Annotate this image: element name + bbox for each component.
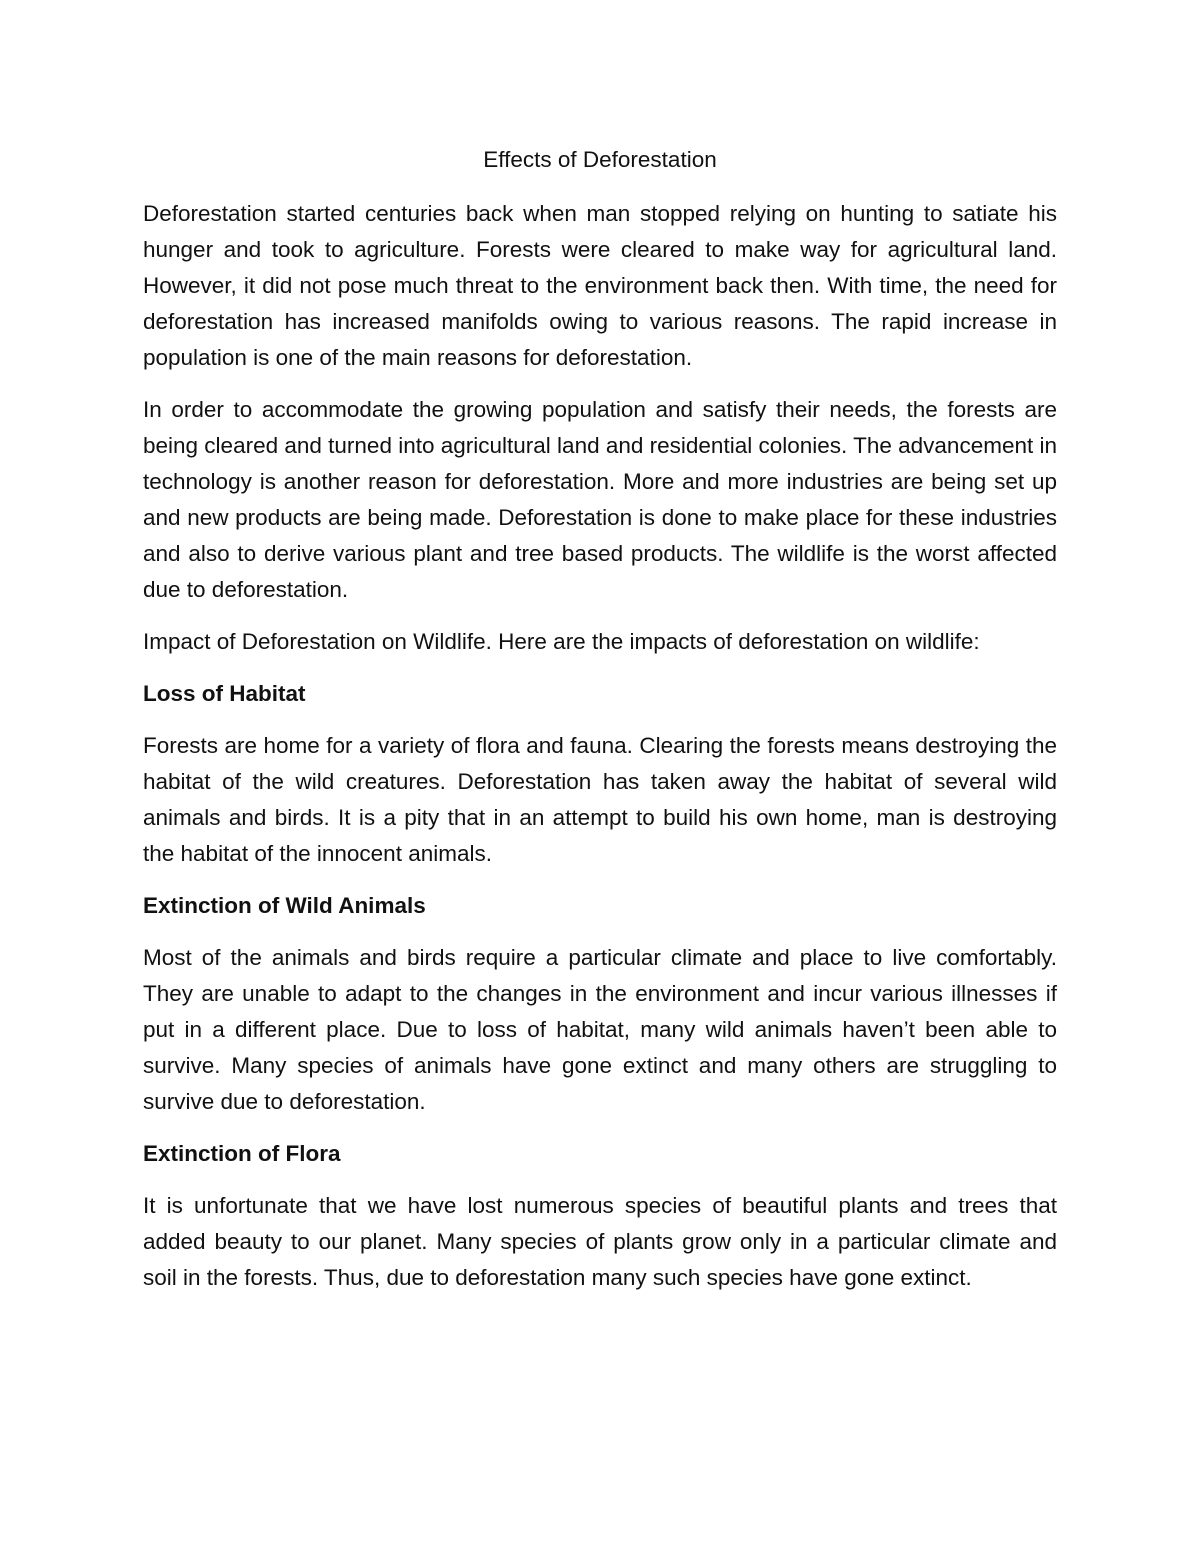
paragraph-impact-intro: Impact of Deforestation on Wildlife. Here are the impacts of deforestation on wildlife: [143,629,980,654]
document-page [143,142,1057,1312]
section-body-extinction-flora: It is unfortunate that we have lost numerous species of beautiful plants and trees that added beauty to our planet. Many species of plants grow only in a particular climate and soil in the forests. Thus, due to deforestation many such species have gone extinct. [143,1193,1057,1290]
paragraph-causes: In order to accommodate the growing population and satisfy their needs, the forests are being cleared and turned into agricultural land and residential colonies. The advancement in technology is another reason for deforestation. More and more industries are being set up and new products are being made. Deforestation is done to make place for these industries and also to derive various plant and tree based products. The wildlife is the worst affected due to deforestation. [143,397,1057,602]
paragraph-origins: Deforestation started centuries back when man stopped relying on hunting to satiate his hunger and took to agriculture. Forests were cleared to make way for agricultural land. However, it did not pose much threat to the environment back then. With time, the need for deforestation has increased manifolds owing to various reasons. The rapid increase in population is one of the main reasons for deforestation. [143,201,1057,370]
section-body-extinction-wild-animals: Most of the animals and birds require a particular climate and place to live comfortably. They are unable to adapt to the changes in the environment and incur various illnesses if put in a different place. Due to loss of habitat, many wild animals haven’t been able to survive. Many species of animals have gone extinct and many others are struggling to survive due to deforestation. [143,945,1057,1114]
section-heading-loss-of-habitat: Loss of Habitat [143,681,306,706]
section-heading-extinction-wild-animals: Extinction of Wild Animals [143,893,426,918]
section-heading-extinction-flora: Extinction of Flora [143,1141,341,1166]
document-title: Effects of Deforestation [483,147,717,172]
section-body-loss-of-habitat: Forests are home for a variety of flora and fauna. Clearing the forests means destroying the habitat of the wild creatures. Deforestation has taken away the habitat of several wild animals and birds. It is a pity that in an attempt to build his own home, man is destroying the habitat of the innocent animals. [143,733,1057,866]
